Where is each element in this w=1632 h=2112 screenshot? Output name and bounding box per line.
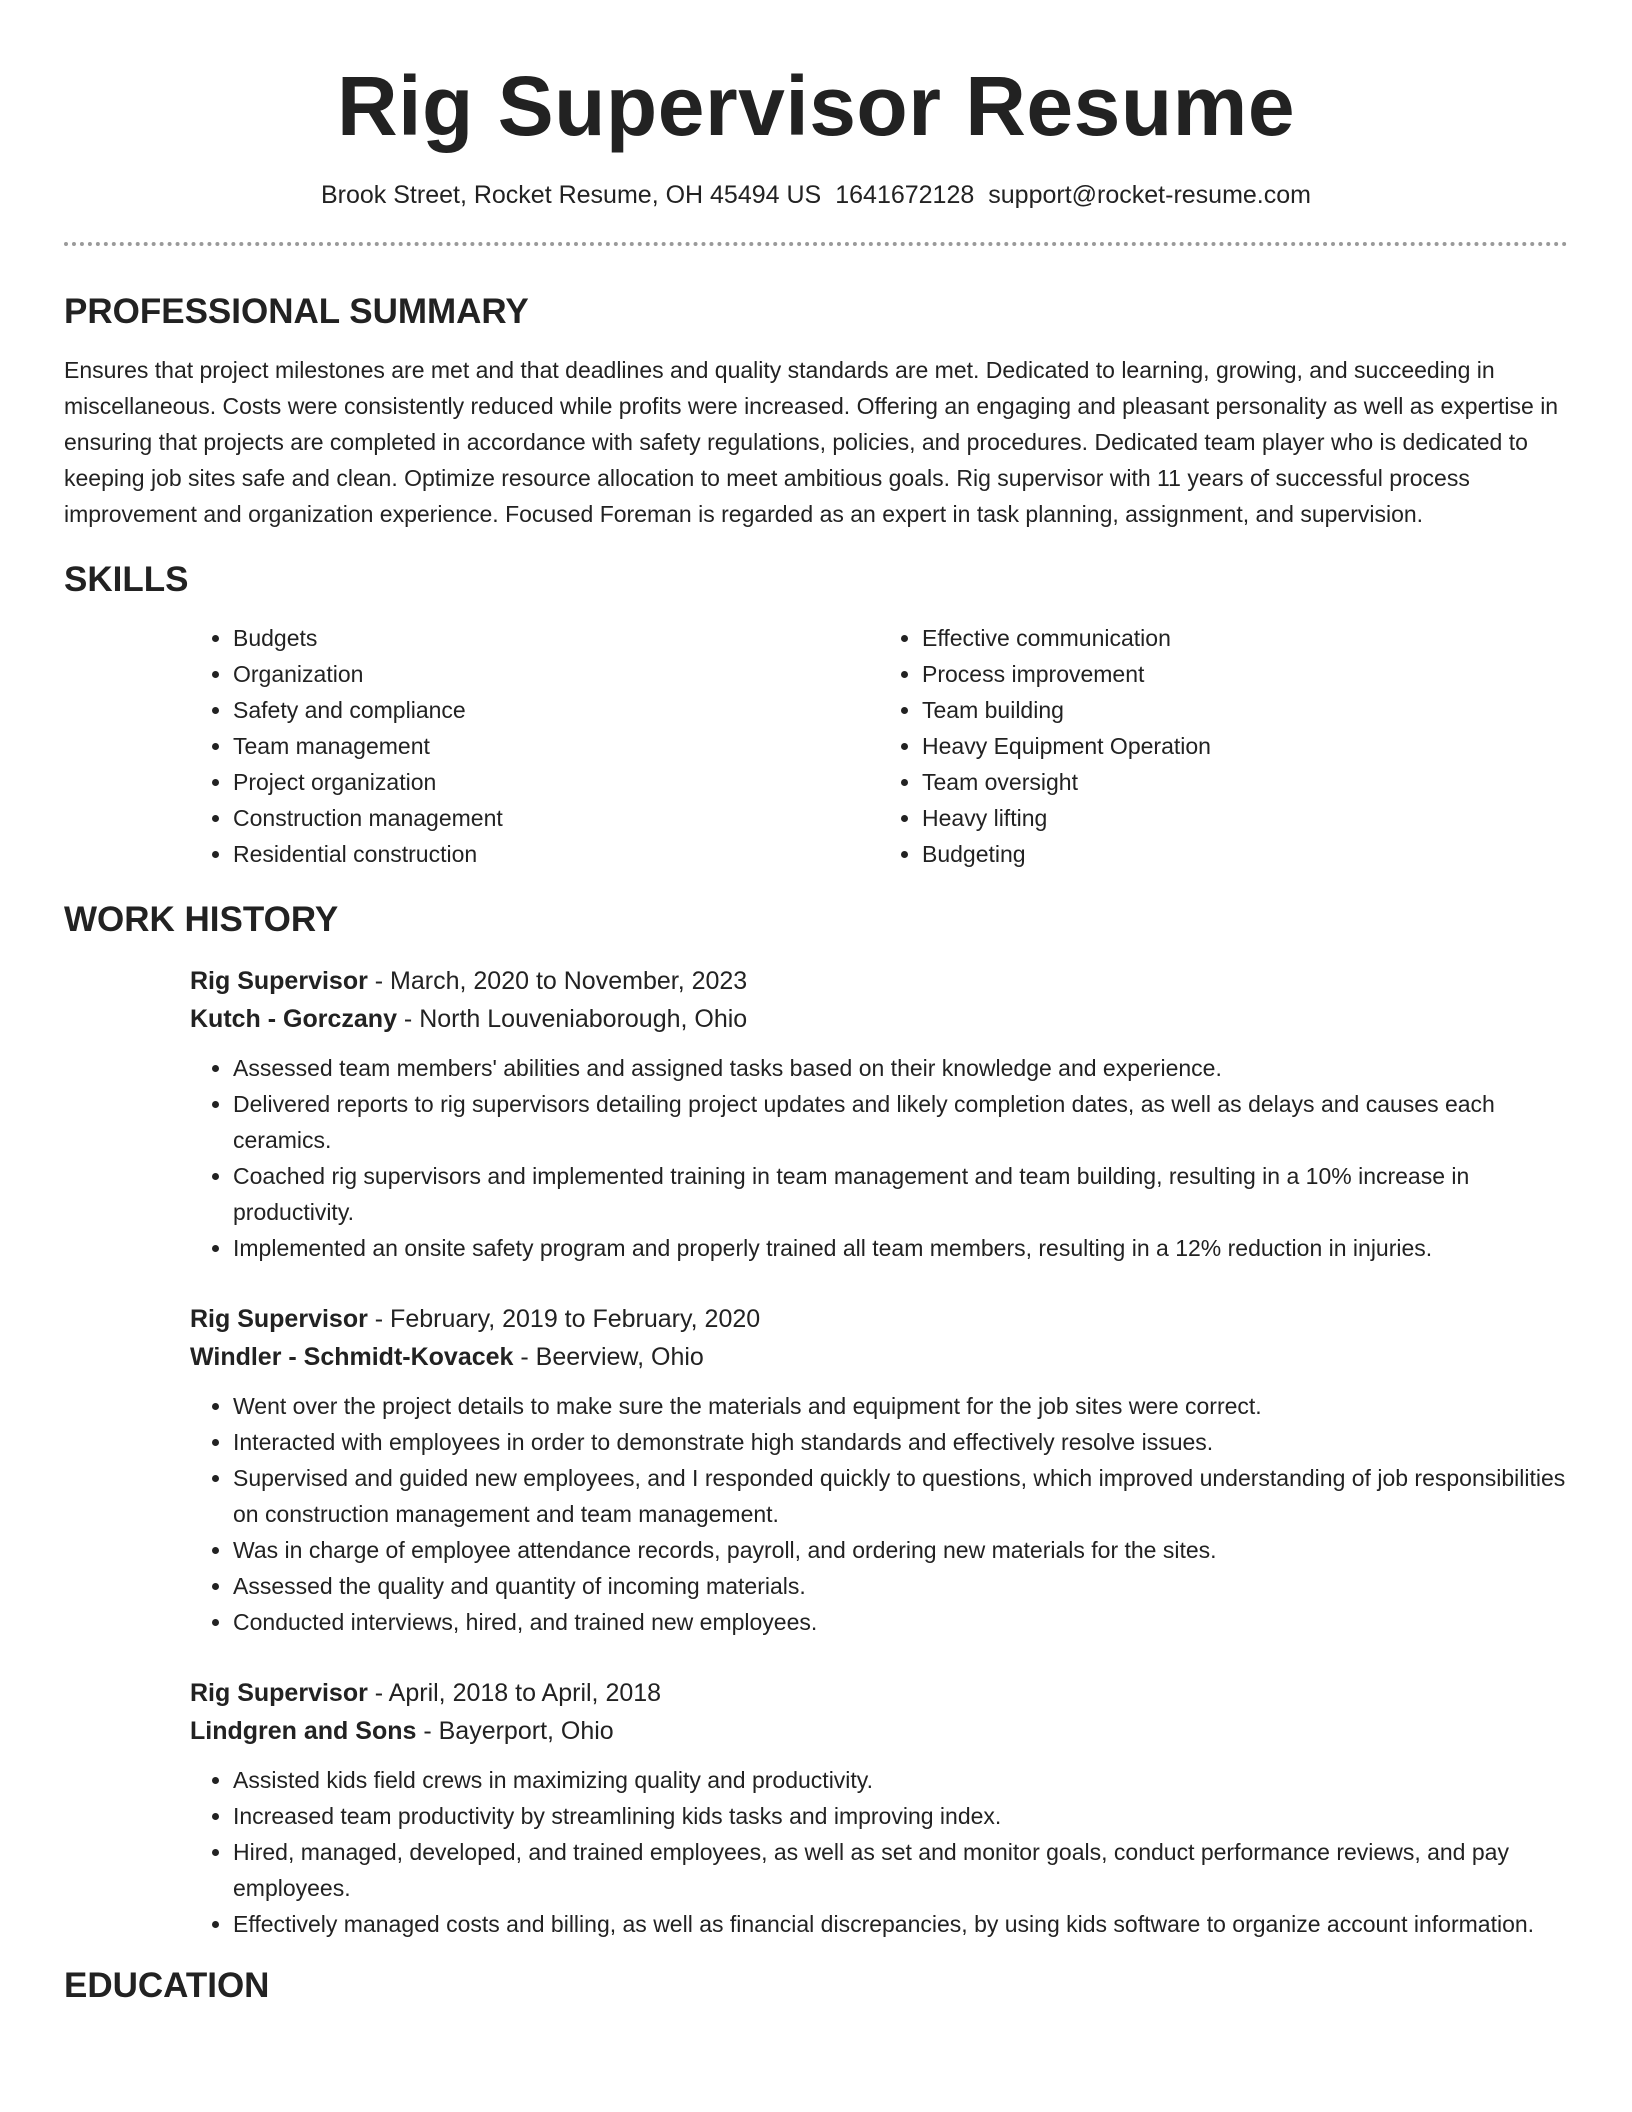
skills-heading: SKILLS xyxy=(64,560,189,599)
job-bullet: • Delivered reports to rig supervisors detailing project updates and likely completion dates, as well as delays and causes each ceramics. xyxy=(233,1086,1568,1158)
skill-item: • Effective communication xyxy=(922,620,1568,656)
summary-section xyxy=(64,290,1568,532)
job-bullet: • Implemented an onsite safety program and properly trained all team members, resulting in a 12% reduction in injuries. xyxy=(233,1230,1568,1266)
skill-item: • Safety and compliance xyxy=(233,692,879,728)
job-dates: - March, 2020 to November, 2023 xyxy=(367,967,748,995)
skills-list-right xyxy=(879,620,1568,872)
job-title-line xyxy=(190,962,1568,1000)
job-entry xyxy=(190,1300,1568,1640)
job-bullet: • Effectively managed costs and billing, as well as financial discrepancies, by using kids software to organize account information. xyxy=(233,1906,1568,1942)
header-divider xyxy=(64,242,1568,246)
job-entry xyxy=(190,962,1568,1266)
summary-text: Ensures that project milestones are met and that deadlines and quality standards are met. Dedicated to learning, growing, and succeeding in miscellaneous. Costs were consistently reduced while profits were increased. Offering an engaging and pleasant personality as well as expertise in ensuring that projects are completed in accordance with safety regulations, policies, and procedures. Dedicated team player who is dedicated to keeping job sites safe and clean. Optimize resource allocation to meet ambitious goals. Rig supervisor with 11 years of successful process improvement and organization experience. Focused Foreman is regarded as an expert in task planning, assignment, and supervision. xyxy=(64,357,1559,527)
job-bullet-list xyxy=(64,1388,1568,1640)
resume-page xyxy=(64,0,1568,2008)
job-bullet: • Went over the project details to make sure the materials and equipment for the job sites were correct. xyxy=(233,1388,1568,1424)
job-bullet: • Increased team productivity by streamlining kids tasks and improving index. xyxy=(233,1798,1568,1834)
skill-item: • Heavy lifting xyxy=(922,800,1568,836)
job-title: Rig Supervisor xyxy=(190,967,368,995)
education-section xyxy=(64,1964,1568,2008)
skill-item: • Budgets xyxy=(233,620,879,656)
job-company-line xyxy=(190,1712,1568,1750)
job-bullet-list xyxy=(64,1762,1568,1942)
contact-email: support@rocket-resume.com xyxy=(988,181,1311,209)
education-heading: EDUCATION xyxy=(64,1966,270,2005)
skill-item: • Team management xyxy=(233,728,879,764)
contact-address: Brook Street, Rocket Resume, OH 45494 US xyxy=(321,181,822,209)
job-title-line xyxy=(190,1674,1568,1712)
job-bullet: • Assisted kids field crews in maximizing quality and productivity. xyxy=(233,1762,1568,1798)
job-bullet: • Conducted interviews, hired, and trained new employees. xyxy=(233,1604,1568,1640)
job-company: Windler - Schmidt-Kovacek xyxy=(190,1343,514,1371)
job-title: Rig Supervisor xyxy=(190,1679,368,1707)
skill-item: • Team oversight xyxy=(922,764,1568,800)
job-bullet: • Supervised and guided new employees, and I responded quickly to questions, which improved understanding of job responsibilities on construction management and team management. xyxy=(233,1460,1568,1532)
job-location: - Bayerport, Ohio xyxy=(416,1717,614,1745)
job-company-line xyxy=(190,1000,1568,1038)
skill-item: • Budgeting xyxy=(922,836,1568,872)
job-company: Kutch - Gorczany xyxy=(190,1005,397,1033)
skills-section xyxy=(64,558,1568,872)
contact-phone: 1641672128 xyxy=(835,181,975,209)
resume-title: Rig Supervisor Resume xyxy=(336,59,1296,153)
job-location: - North Louveniaborough, Ohio xyxy=(396,1005,748,1033)
job-title: Rig Supervisor xyxy=(190,1305,368,1333)
skill-item: • Process improvement xyxy=(922,656,1568,692)
skills-columns xyxy=(190,620,1568,872)
skill-item: • Construction management xyxy=(233,800,879,836)
job-bullet: • Assessed team members' abilities and assigned tasks based on their knowledge and experience. xyxy=(233,1050,1568,1086)
skill-item: • Organization xyxy=(233,656,879,692)
job-bullet: • Interacted with employees in order to demonstrate high standards and effectively resolve issues. xyxy=(233,1424,1568,1460)
job-dates: - February, 2019 to February, 2020 xyxy=(367,1305,761,1333)
work-heading: WORK HISTORY xyxy=(64,900,339,939)
job-company: Lindgren and Sons xyxy=(190,1717,417,1745)
job-bullet-list xyxy=(64,1050,1568,1266)
contact-line xyxy=(64,178,1568,212)
skill-item: • Team building xyxy=(922,692,1568,728)
skills-list-left xyxy=(190,620,879,872)
skill-item: • Heavy Equipment Operation xyxy=(922,728,1568,764)
skill-item: • Residential construction xyxy=(233,836,879,872)
job-bullet: • Hired, managed, developed, and trained employees, as well as set and monitor goals, conduct performance reviews, and pay employees. xyxy=(233,1834,1568,1906)
job-bullet: • Was in charge of employee attendance records, payroll, and ordering new materials for the sites. xyxy=(233,1532,1568,1568)
job-bullet: • Coached rig supervisors and implemented training in team management and team building, resulting in a 10% increase in productivity. xyxy=(233,1158,1568,1230)
summary-heading: PROFESSIONAL SUMMARY xyxy=(64,292,529,331)
work-section xyxy=(64,898,1568,1942)
job-title-line xyxy=(190,1300,1568,1338)
job-location: - Beerview, Ohio xyxy=(513,1343,704,1371)
job-bullet: • Assessed the quality and quantity of incoming materials. xyxy=(233,1568,1568,1604)
job-dates: - April, 2018 to April, 2018 xyxy=(367,1679,662,1707)
skill-item: • Project organization xyxy=(233,764,879,800)
job-company-line xyxy=(190,1338,1568,1376)
job-entry xyxy=(190,1674,1568,1942)
